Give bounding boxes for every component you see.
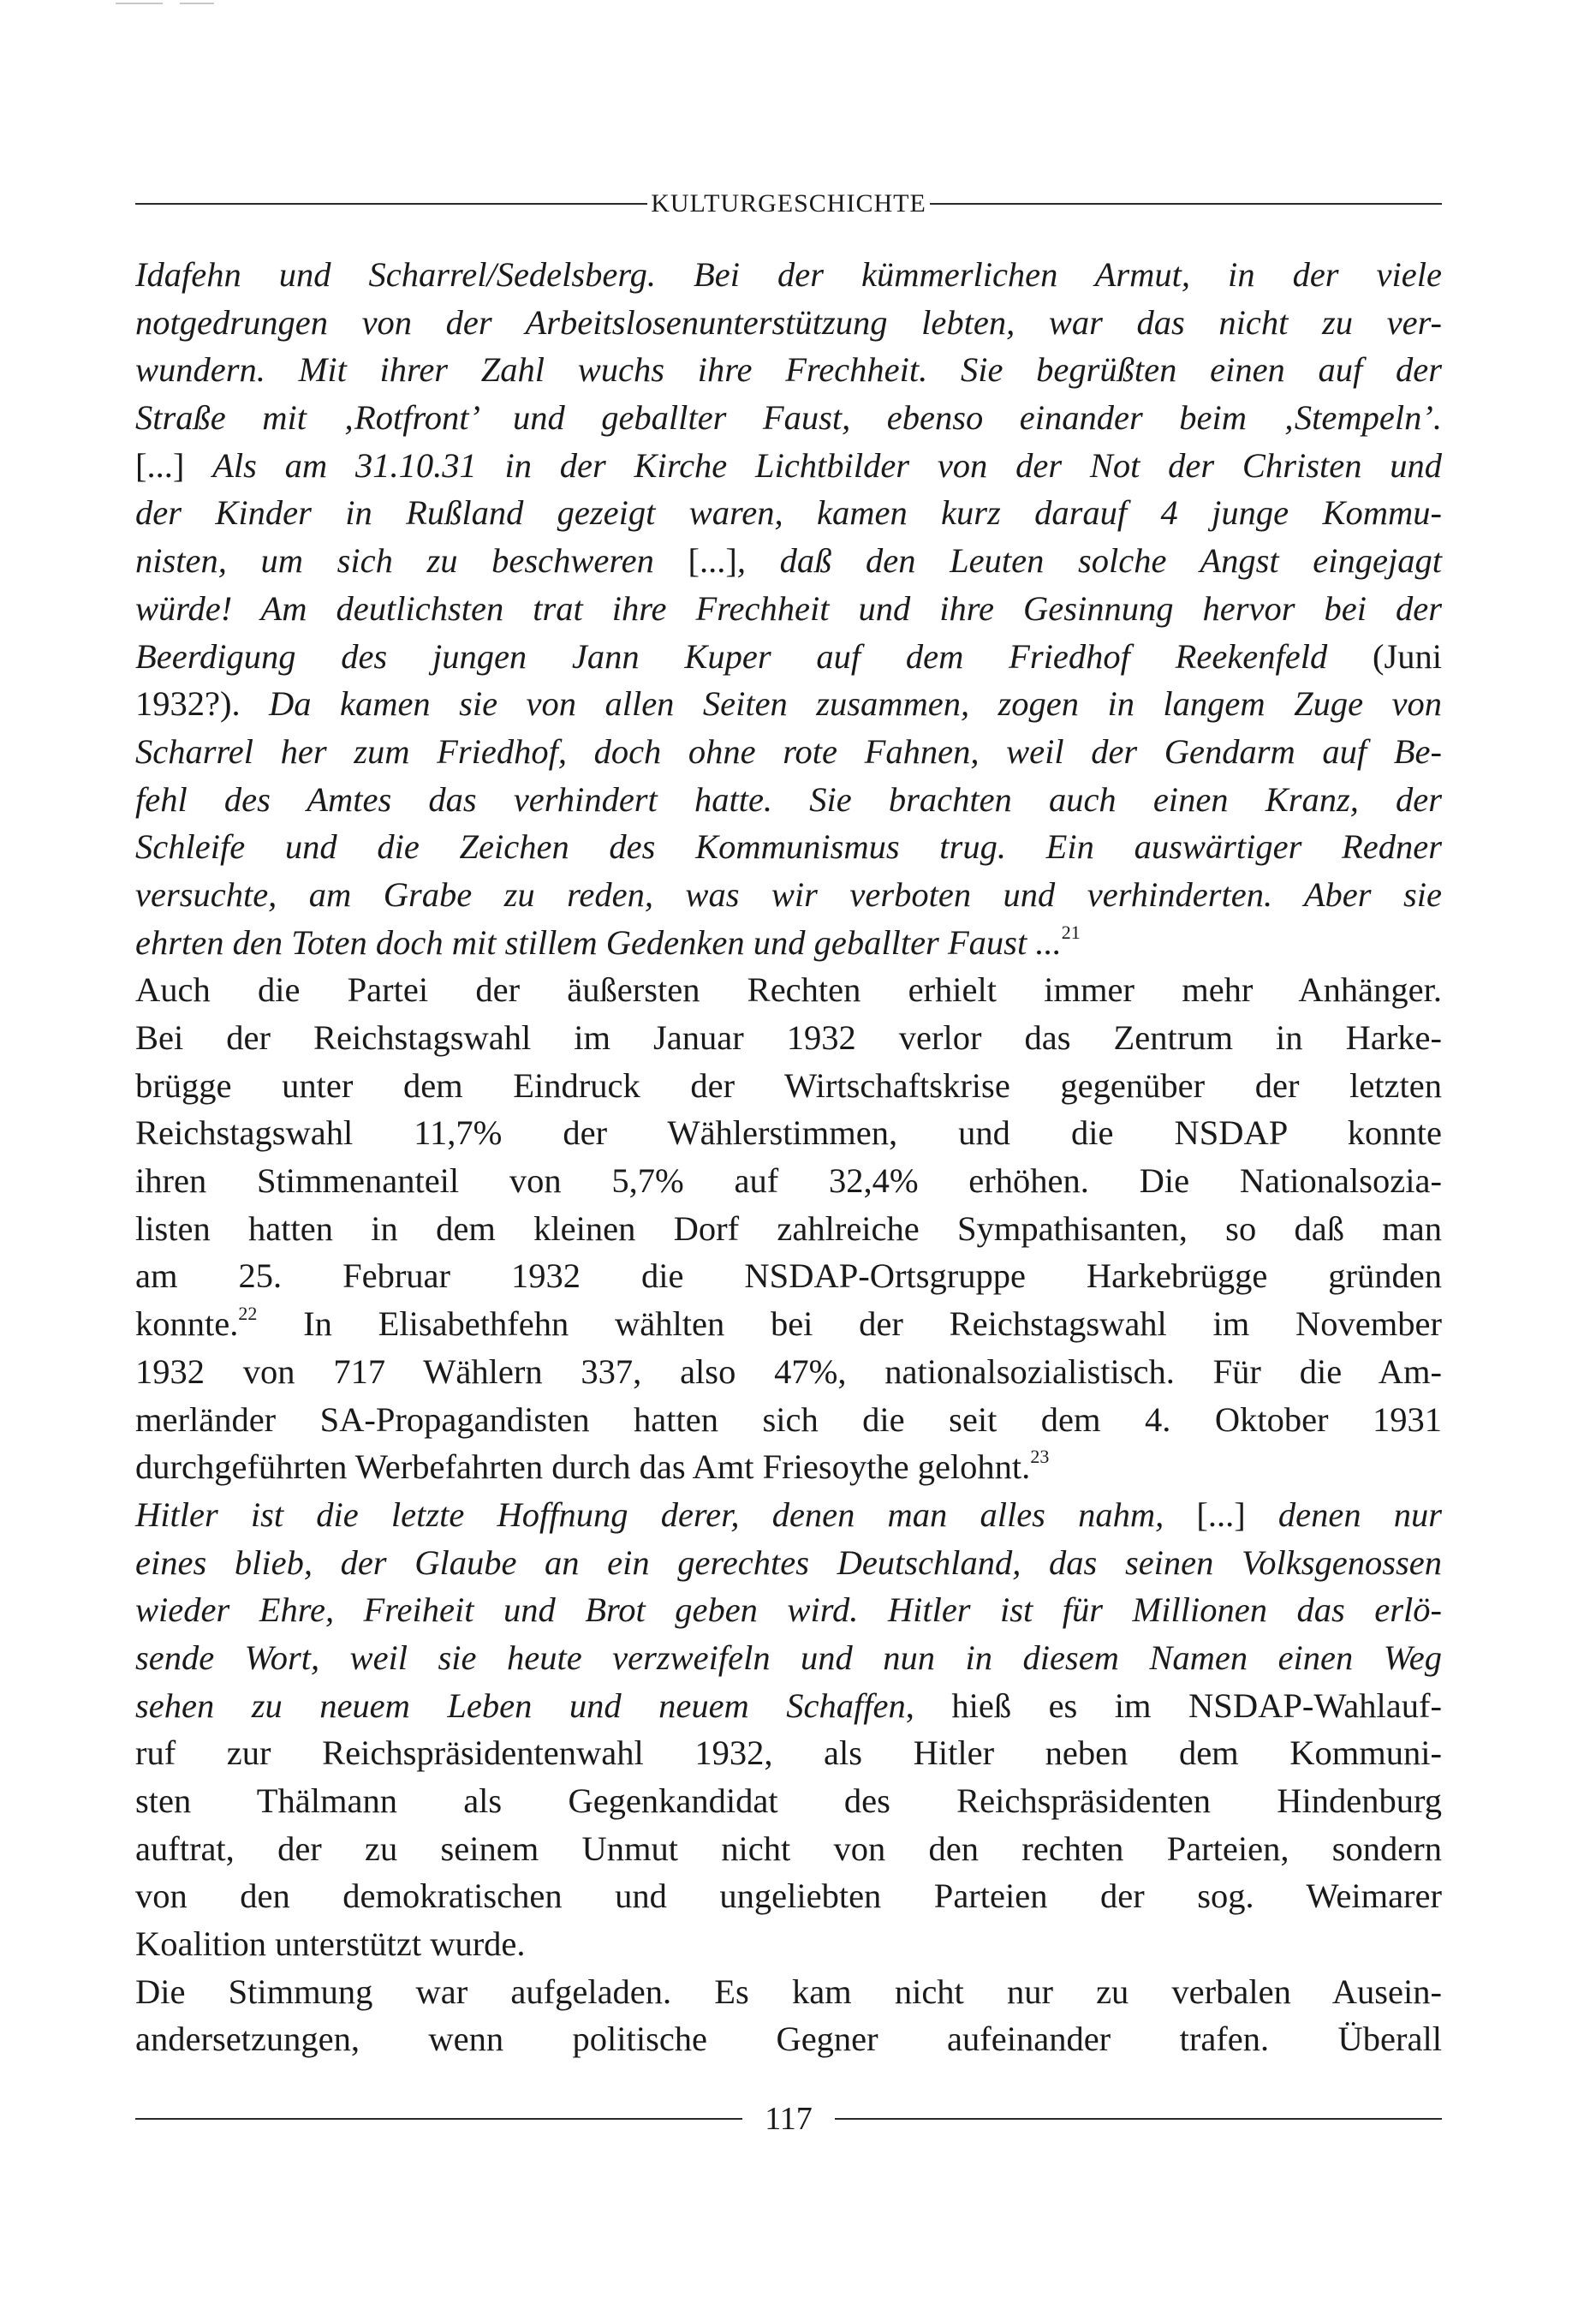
text-segment: Auch die Partei der äußersten Rechten erhielt immer mehr Anhänger. [135,970,1442,1010]
text-segment: brügge unter dem Eindruck der Wirtschaftskrise gegenüber der letzten [135,1065,1442,1105]
text-segment: sten Thälmann als Gegenkandidat des Reichspräsidenten Hindenburg [135,1781,1442,1820]
quoted-text: versuchte, am Grabe zu reden, was wir verboten und verhinderten. Aber sie [135,874,1442,914]
quoted-text: ehrten den Toten doch mit stillem Gedenken und geballter Faust ... [135,922,1062,962]
text-line [135,633,1442,681]
text-line [135,1252,1442,1300]
text-segment: andersetzungen, wenn politische Gegner aufeinander trafen. Überall [135,2020,1442,2059]
quoted-text: Schleife und die Zeichen des Kommunismus trug. Ein auswärtiger Redner [135,827,1442,867]
text-line [135,489,1442,537]
section-title: KULTURGESCHICHTE [651,189,926,218]
page-footer [135,2098,1442,2139]
text-line [135,1300,1442,1348]
text-segment: merländer SA-Propagandisten hatten sich die seit dem 4. Oktober 1931 [135,1399,1442,1439]
text-line [135,1682,1442,1730]
text-segment: von den demokratischen und ungeliebten Parteien der sog. Weimarer [135,1876,1442,1916]
text-segment: Koalition unterstützt wurde. [135,1924,526,1964]
text-segment: [...] [135,445,213,485]
text-segment: 1932 von 717 Wählern 337, also 47%, nationalsozialistisch. Für die Am- [135,1351,1442,1391]
text-segment: Die Stimmung war aufgeladen. Es kam nicht nur zu verbalen Ausein- [135,1972,1442,2011]
text-line [135,871,1442,919]
quoted-text: Scharrel her zum Friedhof, doch ohne rote Fahnen, weil der Gendarm auf Be- [135,731,1442,771]
footnote-ref: 23 [1030,1446,1050,1468]
quoted-text: denen nur [1277,1495,1442,1534]
text-line [135,1348,1442,1396]
text-line [135,1968,1442,2016]
text-line [135,1396,1442,1444]
footer-rule-right [835,2118,1442,2120]
text-line [135,1634,1442,1682]
quoted-text: Beerdigung des jungen Jann Kuper auf dem Friedhof Reekenfeld [135,636,1373,676]
text-line [135,1777,1442,1825]
text-line [135,966,1442,1014]
text-line [135,1539,1442,1587]
quoted-text: nisten, um sich zu beschweren [135,541,688,581]
quoted-text: wundern. Mit ihrer Zahl wuchs ihre Frechheit. Sie begrüßten einen auf der [135,350,1442,390]
text-line [135,394,1442,442]
quoted-text: Als am 31.10.31 in der Kirche Lichtbilder von der Not der Christen und [212,445,1442,485]
quoted-text: Hitler ist die letzte Hoffnung derer, denen man alles nahm, [135,1495,1197,1534]
text-line [135,346,1442,394]
footer-rule-left [135,2118,742,2120]
text-segment: ihren Stimmenanteil von 5,7% auf 32,4% erhöhen. Die Nationalsozia- [135,1161,1442,1201]
quoted-text: Straße mit ‚Rotfront’ und geballter Faust, ebenso einander beim ‚Stempeln’. [135,398,1442,438]
quoted-text: sende Wort, weil sie heute verzweifeln und nun in diesem Namen einen Weg [135,1638,1442,1677]
header-rule-left [135,203,647,205]
text-segment: 1932?). [135,684,270,724]
quoted-text: wieder Ehre, Freiheit und Brot geben wird. Hitler ist für Millionen das erlö- [135,1590,1442,1630]
running-head [135,187,1442,221]
page-number: 117 [765,2101,813,2137]
text-line [135,1205,1442,1253]
text-line [135,1014,1442,1062]
quoted-text: Da kamen sie von allen Seiten zusammen, zogen in langem Zuge von [269,684,1442,724]
text-segment: [...] [1196,1495,1278,1534]
text-line [135,680,1442,728]
footnote-ref: 21 [1061,921,1081,943]
text-line [135,728,1442,776]
text-line [135,919,1442,967]
quoted-text: sehen zu neuem Leben und neuem Schaffen [135,1686,906,1725]
text-segment: In Elisabethfehn wählten bei der Reichstagswahl im November [257,1304,1442,1344]
quoted-text: fehl des Amtes das verhindert hatte. Sie brachten auch einen Kranz, der [135,779,1442,819]
text-line [135,299,1442,347]
text-line [135,776,1442,824]
scan-artifact [180,3,214,4]
text-line [135,1920,1442,1968]
quoted-text: , daß den Leuten solche Angst eingejagt [736,541,1442,581]
text-line [135,2015,1442,2063]
text-segment: ruf zur Reichspräsidentenwahl 1932, als Hitler neben dem Kommuni- [135,1733,1442,1773]
quoted-text: würde! Am deutlichsten trat ihre Frechheit und ihre Gesinnung hervor bei der [135,588,1442,628]
text-line [135,1729,1442,1777]
scan-artifact [116,3,163,4]
text-line [135,585,1442,633]
footnote-ref: 22 [238,1303,258,1325]
text-segment: listen hatten in dem kleinen Dorf zahlreiche Sympathisanten, so daß man [135,1208,1442,1248]
quoted-text: der Kinder in Rußland gezeigt waren, kamen kurz darauf 4 junge Kommu- [135,493,1442,533]
text-line [135,1443,1442,1491]
text-line [135,1109,1442,1157]
text-line [135,442,1442,490]
text-line [135,1062,1442,1110]
text-line [135,823,1442,871]
quoted-text: notgedrungen von der Arbeitslosenunterstützung lebten, war das nicht zu ver- [135,302,1442,342]
text-line [135,1491,1442,1539]
text-line [135,537,1442,585]
text-line [135,1825,1442,1873]
text-line [135,1586,1442,1634]
text-segment: , hieß es im NSDAP-Wahlauf- [905,1686,1442,1725]
body-text [135,251,1442,2063]
text-segment: auftrat, der zu seinem Unmut nicht von den rechten Parteien, sondern [135,1829,1442,1868]
text-segment: (Juni [1373,636,1442,676]
text-segment: durchgeführten Werbefahrten durch das Amt Friesoythe gelohnt. [135,1447,1031,1487]
text-segment: [...] [688,541,737,581]
quoted-text: Idafehn und Scharrel/Sedelsberg. Bei der kümmerlichen Armut, in der viele [135,255,1442,294]
text-segment: am 25. Februar 1932 die NSDAP-Ortsgruppe Harkebrügge gründen [135,1256,1442,1296]
text-line [135,1157,1442,1205]
header-rule-right [930,203,1442,205]
text-segment: Reichstagswahl 11,7% der Wählerstimmen, und die NSDAP konnte [135,1113,1442,1153]
text-line [135,1872,1442,1920]
text-segment: Bei der Reichstagswahl im Januar 1932 verlor das Zentrum in Harke- [135,1018,1442,1057]
quoted-text: eines blieb, der Glaube an ein gerechtes Deutschland, das seinen Volksgenossen [135,1542,1442,1582]
text-segment: konnte. [135,1304,239,1344]
text-line [135,251,1442,299]
